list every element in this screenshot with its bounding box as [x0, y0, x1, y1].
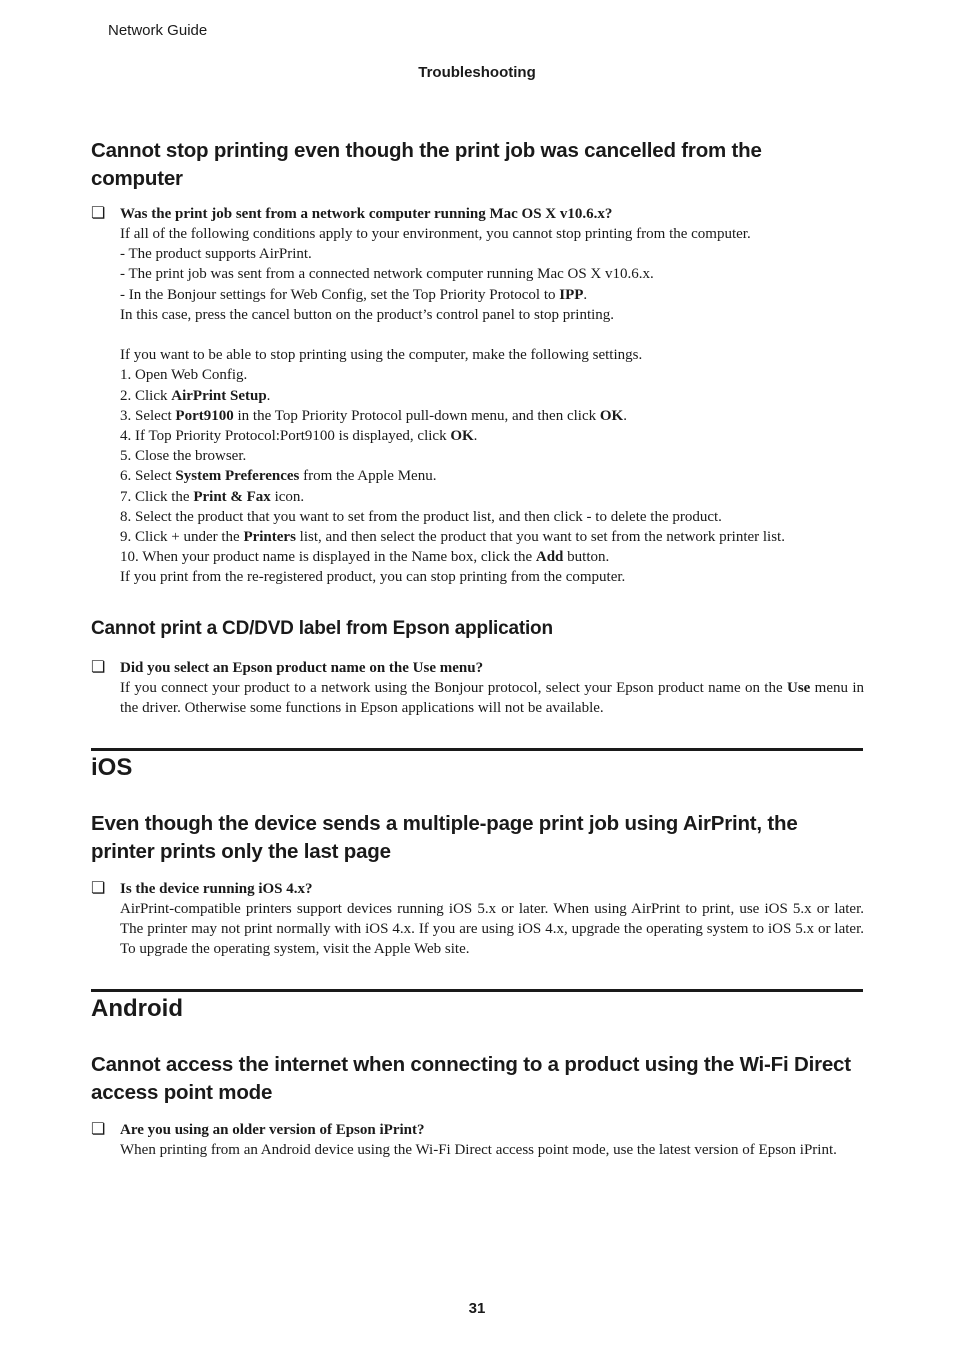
question-use-menu: Did you select an Epson product name on the Use menu?: [120, 660, 484, 676]
step-4: 4. If Top Priority Protocol:Port9100 is displayed, click OK.: [120, 428, 478, 445]
checkbox-bullet-icon: ❏: [91, 1121, 106, 1138]
checkbox-bullet-icon: ❏: [91, 205, 106, 222]
section-title-android: Android: [91, 995, 183, 1022]
checkbox-bullet-icon: ❏: [91, 880, 106, 897]
answer-line: - In the Bonjour settings for Web Config, set the Top Priority Protocol to IPP.: [120, 286, 588, 303]
section-divider: [91, 989, 863, 992]
section-title-ios: iOS: [91, 754, 133, 781]
heading-wifi-direct-internet: Cannot access the internet when connecting to a product using the Wi-Fi Direct access point mode: [91, 1053, 851, 1104]
answer-line: - The product supports AirPrint.: [120, 246, 312, 263]
step-5: 5. Close the browser.: [120, 448, 247, 465]
answer-line: - The print job was sent from a connected network computer running Mac OS X v10.6.x.: [120, 266, 654, 283]
step-8: 8. Select the product that you want to set from the product list, and then click - to delete the product.: [120, 508, 722, 525]
question-ios-version: Is the device running iOS 4.x?: [120, 881, 313, 897]
question-iprint-version: Are you using an older version of Epson iPrint?: [120, 1122, 425, 1138]
page-number: 31: [468, 1300, 486, 1317]
step-2: 2. Click AirPrint Setup.: [120, 387, 271, 404]
step-1: 1. Open Web Config.: [120, 367, 248, 384]
step-6: 6. Select System Preferences from the Apple Menu.: [120, 468, 437, 485]
step-3: 3. Select Port9100 in the Top Priority Protocol pull-down menu, and then click OK.: [120, 407, 627, 424]
running-header-guide-title: Network Guide: [108, 22, 208, 39]
heading-airprint-last-page: Even though the device sends a multiple-page print job using AirPrint, the printer prints only the last page: [91, 812, 798, 863]
checkbox-bullet-icon: ❏: [91, 659, 106, 676]
heading-cannot-stop-printing: Cannot stop printing even though the print job was cancelled from the computer: [91, 139, 762, 190]
answer-iprint-version: When printing from an Android device using the Wi-Fi Direct access point mode, use the latest version of Epson iPrint.: [120, 1142, 837, 1158]
answer-use-menu: If you connect your product to a network using the Bonjour protocol, select your Epson product name on the Use menu in the driver. Otherwise some functions in Epson applications will not be available.: [120, 680, 864, 717]
step-9: 9. Click + under the Printers list, and then select the product that you want to set from the network printer list.: [120, 529, 785, 546]
answer-ios-version: AirPrint-compatible printers support devices running iOS 5.x or later. When using AirPrint to print, use iOS 5.x or later. The printer may not print normally with iOS 4.x. If you are using iOS 4.x, upgrade the operating system to iOS 5.x or later. To upgrade the operating system, visit the Apple Web site.: [120, 901, 864, 958]
question-mac-os-x: Was the print job sent from a network computer running Mac OS X v10.6.x?: [120, 206, 613, 222]
answer-line: In this case, press the cancel button on the product’s control panel to stop printing.: [120, 306, 615, 323]
closing-note: If you print from the re-registered product, you can stop printing from the computer.: [120, 569, 626, 586]
section-divider: [91, 748, 863, 751]
heading-cd-dvd-label: Cannot print a CD/DVD label from Epson application: [91, 618, 553, 639]
running-header-section: Troubleshooting: [418, 64, 536, 81]
answer-line: If all of the following conditions apply to your environment, you cannot stop printing from the computer.: [120, 226, 751, 242]
step-10: 10. When your product name is displayed in the Name box, click the Add button.: [120, 549, 610, 566]
step-7: 7. Click the Print & Fax icon.: [120, 488, 305, 505]
answer-mac-os-x: [120, 224, 864, 588]
settings-intro: If you want to be able to stop printing using the computer, make the following settings.: [120, 347, 643, 364]
